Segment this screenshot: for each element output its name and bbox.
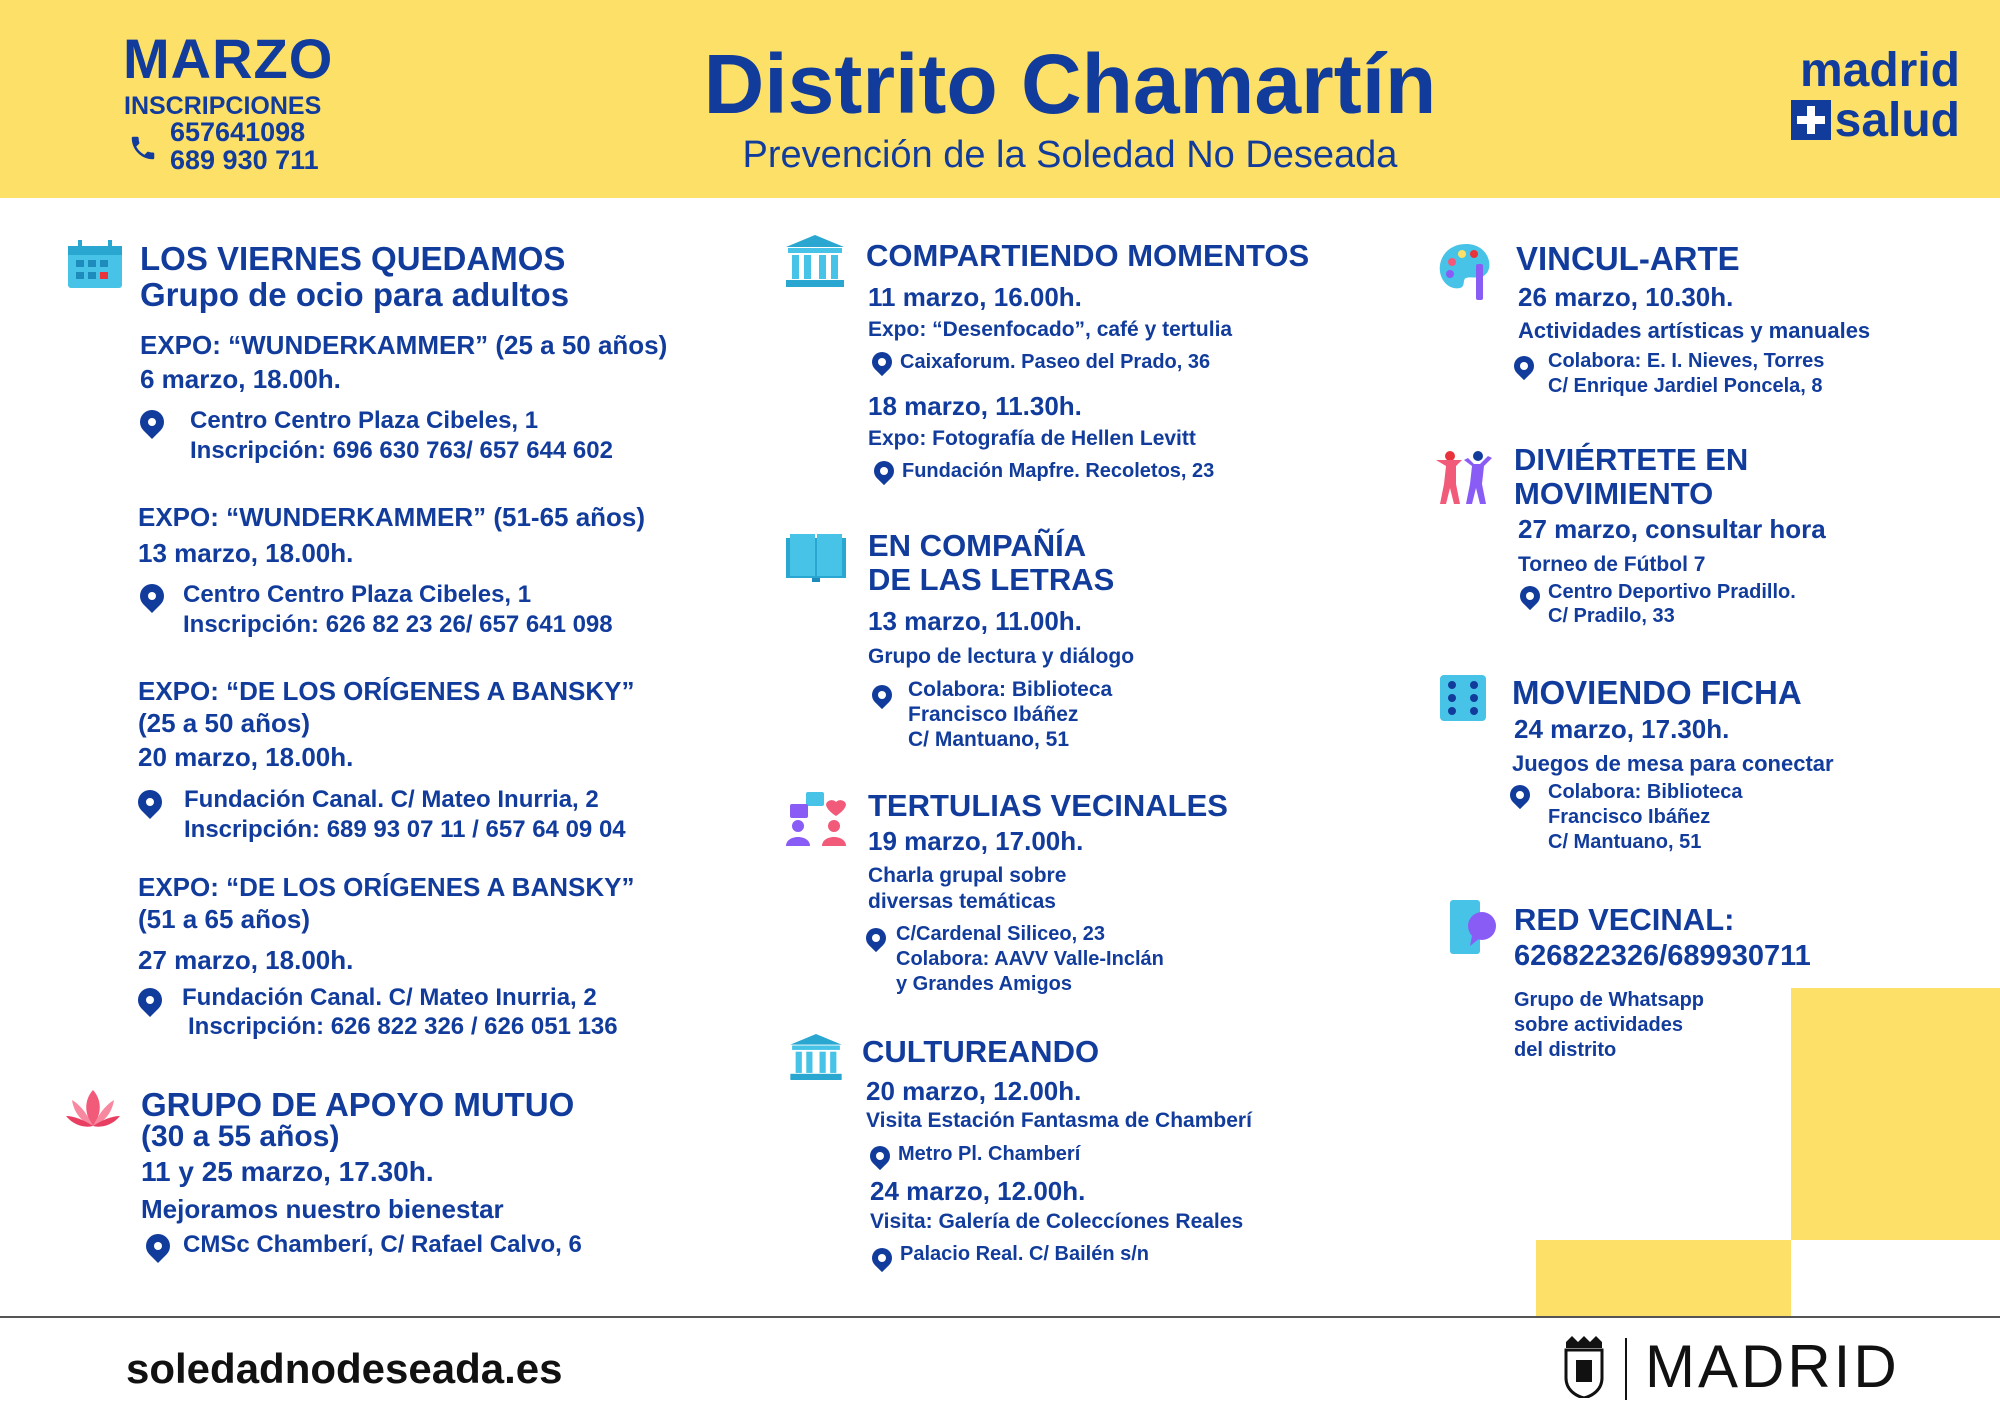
palette-icon	[1436, 240, 1496, 302]
cultureando-place2: Palacio Real. C/ Bailén s/n	[900, 1243, 1149, 1265]
compartiendo-desc1: Expo: “Desenfocado”, café y tertulia	[868, 318, 1233, 341]
moviendo-desc: Juegos de mesa para conectar	[1512, 751, 1834, 776]
calendar-icon	[68, 240, 122, 288]
logo-text-salud: salud	[1834, 94, 1960, 147]
event3-date: 20 marzo, 18.00h.	[138, 742, 354, 772]
compartiendo-place2: Fundación Mapfre. Recoletos, 23	[902, 460, 1215, 482]
event4-date: 27 marzo, 18.00h.	[138, 945, 354, 975]
museum-icon	[790, 1034, 842, 1080]
tertulias-place3: y Grandes Amigos	[896, 973, 1072, 995]
event1-place: Centro Centro Plaza Cibeles, 1	[190, 407, 539, 434]
phone-1[interactable]: 657641098	[170, 117, 306, 147]
event1-insc: Inscripción: 696 630 763/ 657 644 602	[190, 437, 613, 464]
diviertete-place2: C/ Pradilo, 33	[1548, 605, 1675, 627]
event3-place: Fundación Canal. C/ Mateo Inurria, 2	[184, 786, 599, 813]
page-subtitle: Prevención de la Soledad No Deseada	[742, 134, 1398, 176]
inscripciones-label: INSCRIPCIONES	[124, 92, 322, 120]
event2-title: EXPO: “WUNDERKAMMER” (51-65 años)	[138, 502, 646, 532]
chat-phone-icon	[1448, 900, 1500, 956]
moviendo-place1: Colabora: Biblioteca	[1548, 781, 1743, 803]
diviertete-title2: MOVIMIENTO	[1514, 476, 1714, 511]
moviendo-title: MOVIENDO FICHA	[1512, 674, 1802, 711]
location-pin-icon	[1510, 352, 1538, 380]
compartiendo-desc2: Expo: Fotografía de Hellen Levitt	[868, 427, 1196, 450]
vincularte-place1: Colabora: E. I. Nieves, Torres	[1548, 350, 1825, 372]
event3-age: (25 a 50 años)	[138, 708, 310, 738]
letras-date: 13 marzo, 11.00h.	[868, 606, 1082, 636]
letras-place1: Colabora: Biblioteca	[908, 678, 1113, 701]
website-link[interactable]: soledadnodeseada.es	[126, 1345, 563, 1392]
location-pin-icon	[870, 457, 898, 485]
dice-icon	[1440, 675, 1486, 721]
apoyo-title: GRUPO DE APOYO MUTUO	[141, 1086, 575, 1123]
location-pin-icon	[141, 1229, 175, 1263]
madrid-salud-logo	[1791, 46, 1960, 146]
red-vecinal-desc1: Grupo de Whatsapp	[1514, 989, 1704, 1011]
tertulias-date: 19 marzo, 17.00h.	[868, 826, 1084, 856]
diviertete-desc: Torneo de Fútbol 7	[1518, 553, 1706, 576]
event1-title: EXPO: “WUNDERKAMMER” (25 a 50 años)	[140, 330, 668, 360]
location-pin-icon	[868, 1244, 896, 1272]
event3-title: EXPO: “DE LOS ORÍGENES A BANSKY”	[138, 676, 635, 706]
event2-place: Centro Centro Plaza Cibeles, 1	[183, 581, 532, 608]
moviendo-place3: C/ Mantuano, 51	[1548, 831, 1702, 853]
event4-age: (51 a 65 años)	[138, 904, 310, 934]
book-icon	[786, 534, 846, 584]
diviertete-date: 27 marzo, consultar hora	[1518, 514, 1826, 544]
location-pin-icon	[135, 405, 169, 439]
phone-2[interactable]: 689 930 711	[170, 145, 319, 175]
dancing-people-icon	[1432, 450, 1494, 504]
vincularte-date: 26 marzo, 10.30h.	[1518, 282, 1734, 312]
tertulias-desc1: Charla grupal sobre	[868, 864, 1067, 887]
location-pin-icon	[135, 579, 169, 613]
cultureando-place1: Metro Pl. Chamberí	[898, 1143, 1081, 1165]
diviertete-place1: Centro Deportivo Pradillo.	[1548, 581, 1796, 603]
tertulias-place2: Colabora: AAVV Valle-Inclán	[896, 948, 1164, 970]
event4-place: Fundación Canal. C/ Mateo Inurria, 2	[182, 984, 597, 1011]
event1-date: 6 marzo, 18.00h.	[140, 364, 341, 394]
plus-icon	[1791, 100, 1831, 140]
museum-icon	[786, 235, 844, 287]
location-pin-icon	[862, 924, 890, 952]
location-pin-icon	[868, 681, 896, 709]
event4-title: EXPO: “DE LOS ORÍGENES A BANSKY”	[138, 872, 635, 902]
tertulias-place1: C/Cardenal Siliceo, 23	[896, 923, 1105, 945]
letras-title1: EN COMPAÑÍA	[868, 528, 1087, 563]
event2-date: 13 marzo, 18.00h.	[138, 538, 354, 568]
tertulias-title: TERTULIAS VECINALES	[868, 788, 1228, 823]
letras-title2: DE LAS LETRAS	[868, 562, 1115, 597]
vincularte-title: VINCUL-ARTE	[1516, 240, 1740, 277]
footer-divider	[0, 1316, 2000, 1318]
tertulias-desc2: diversas temáticas	[868, 890, 1056, 913]
red-vecinal-desc2: sobre actividades	[1514, 1014, 1683, 1036]
red-vecinal-desc3: del distrito	[1514, 1039, 1617, 1061]
letras-desc: Grupo de lectura y diálogo	[868, 645, 1135, 668]
cultureando-desc2: Visita: Galería de Coleccíones Reales	[870, 1210, 1244, 1233]
red-vecinal-title: RED VECINAL:	[1514, 902, 1735, 937]
compartiendo-place1: Caixaforum. Paseo del Prado, 36	[900, 351, 1211, 373]
location-pin-icon	[868, 348, 896, 376]
apoyo-age: (30 a 55 años)	[141, 1120, 340, 1153]
people-chat-icon	[782, 790, 850, 846]
decor-block-1	[1791, 988, 2000, 1240]
red-vecinal-phones[interactable]: 626822326/689930711	[1514, 940, 1811, 972]
viernes-title: LOS VIERNES QUEDAMOS	[140, 240, 566, 277]
cultureando-desc1: Visita Estación Fantasma de Chamberí	[866, 1109, 1252, 1132]
location-pin-icon	[1506, 781, 1534, 809]
decor-block-2	[1536, 1240, 1791, 1316]
madrid-wordmark: MADRID	[1645, 1333, 1900, 1400]
location-pin-icon	[133, 983, 167, 1017]
cultureando-title: CULTUREANDO	[862, 1034, 1100, 1069]
footer-separator	[1625, 1338, 1627, 1400]
moviendo-date: 24 marzo, 17.30h.	[1514, 714, 1730, 744]
event4-insc: Inscripción: 626 822 326 / 626 051 136	[188, 1013, 618, 1040]
compartiendo-date1: 11 marzo, 16.00h.	[868, 282, 1082, 312]
viernes-subtitle: Grupo de ocio para adultos	[140, 276, 570, 313]
event2-insc: Inscripción: 626 82 23 26/ 657 641 098	[183, 611, 613, 638]
logo-text-madrid: madrid	[1799, 44, 1960, 97]
cultureando-date1: 20 marzo, 12.00h.	[866, 1076, 1082, 1106]
letras-place2: Francisco Ibáñez	[908, 703, 1079, 726]
moviendo-place2: Francisco Ibáñez	[1548, 806, 1711, 828]
location-pin-icon	[133, 785, 167, 819]
apoyo-place: CMSc Chamberí, C/ Rafael Calvo, 6	[183, 1231, 582, 1258]
letras-place3: C/ Mantuano, 51	[908, 728, 1070, 751]
event3-insc: Inscripción: 689 93 07 11 / 657 64 09 04	[184, 816, 626, 843]
location-pin-icon	[1516, 582, 1544, 610]
compartiendo-date2: 18 marzo, 11.30h.	[868, 391, 1082, 421]
month-label: MARZO	[123, 27, 334, 90]
location-pin-icon	[866, 1142, 894, 1170]
apoyo-desc: Mejoramos nuestro bienestar	[141, 1194, 504, 1224]
lotus-icon	[64, 1086, 122, 1132]
compartiendo-title: COMPARTIENDO MOMENTOS	[866, 238, 1310, 273]
vincularte-desc: Actividades artísticas y manuales	[1518, 318, 1871, 343]
cultureando-date2: 24 marzo, 12.00h.	[870, 1176, 1086, 1206]
page-title: Distrito Chamartín	[703, 37, 1437, 131]
apoyo-date: 11 y 25 marzo, 17.30h.	[141, 1156, 434, 1187]
madrid-crest-icon	[1562, 1334, 1606, 1398]
vincularte-place2: C/ Enrique Jardiel Poncela, 8	[1548, 375, 1823, 397]
diviertete-title1: DIVIÉRTETE EN	[1514, 442, 1749, 477]
